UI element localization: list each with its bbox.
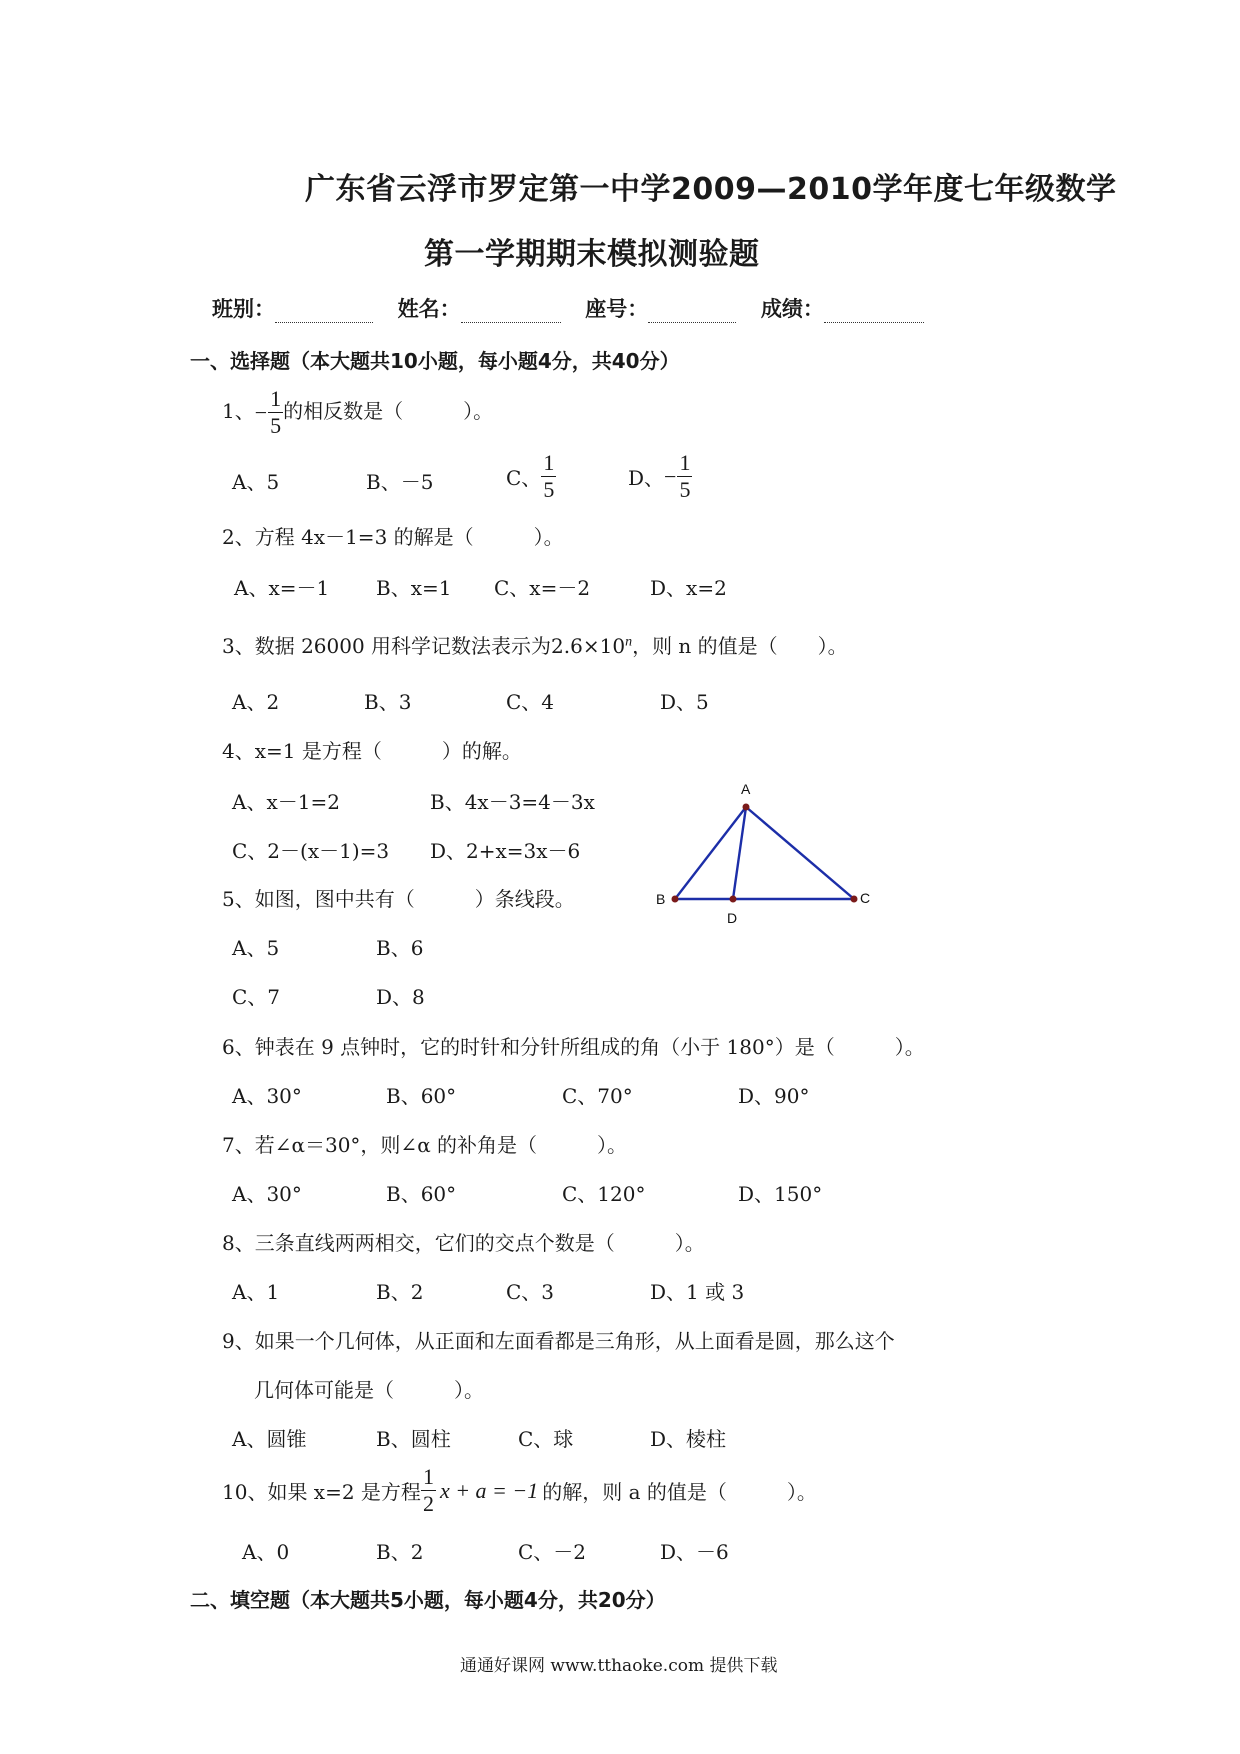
- q5-option-a: A、5: [232, 936, 280, 960]
- q6-option-c: C、70°: [562, 1084, 633, 1108]
- triangle-figure: [640, 775, 880, 945]
- point-a: [743, 804, 750, 811]
- label-d: D: [727, 910, 738, 926]
- q3-option-b: B、3: [364, 690, 412, 714]
- fraction: $\frac{1}{2}$: [422, 1464, 434, 1516]
- footer-credit: 通通好课网 www.tthaoke.com 提供下载: [460, 1656, 778, 1676]
- score-blank[interactable]: [824, 322, 924, 323]
- q4-option-b: B、4x－3=4－3x: [430, 790, 595, 814]
- q1-option-a: A、5: [232, 470, 280, 494]
- fraction: $\frac{1}{5}$: [270, 386, 282, 438]
- question-1: 1、− $\frac{1}{5}$ 的相反数是（ ）。: [222, 386, 494, 438]
- q2-option-a: A、x=－1: [234, 576, 330, 600]
- q1-option-d: D、− $\frac{1}{5}$: [628, 450, 691, 502]
- point-c: [851, 896, 858, 903]
- point-d: [730, 896, 737, 903]
- q4-option-a: A、x－1=2: [232, 790, 340, 814]
- question-9: 9、如果一个几何体，从正面和左面看都是三角形，从上面看是圆，那么这个: [222, 1329, 895, 1353]
- q3-option-c: C、4: [506, 690, 555, 714]
- section-1-heading: 一、选择题（本大题共10小题，每小题4分，共40分）: [190, 349, 680, 373]
- fraction: $\frac{1}{5}$: [543, 450, 555, 502]
- q2-option-b: B、x=1: [376, 576, 452, 600]
- q5-option-b: B、6: [376, 936, 424, 960]
- question-3: 3、数据 26000 用科学记数法表示为$2.6\times 10^n$，则 n 的值是（ ）。: [222, 634, 848, 658]
- q6-option-a: A、30°: [232, 1084, 302, 1108]
- q9-option-c: C、球: [518, 1427, 574, 1451]
- q5-option-c: C、7: [232, 985, 281, 1009]
- q7-option-d: D、150°: [738, 1182, 823, 1206]
- q8-option-c: C、3: [506, 1280, 555, 1304]
- page-title: 广东省云浮市罗定第一中学2009—2010学年度七年级数学: [305, 172, 1117, 207]
- q8-option-a: A、1: [232, 1280, 280, 1304]
- question-7: 7、若∠α＝30°，则∠α 的补角是（ ）。: [222, 1133, 628, 1157]
- class-label: 班别：: [212, 297, 275, 321]
- point-b: [672, 896, 679, 903]
- label-c: C: [860, 890, 871, 906]
- q7-option-c: C、120°: [562, 1182, 646, 1206]
- q7-option-b: B、60°: [386, 1182, 457, 1206]
- q1-option-b: B、－5: [366, 470, 434, 494]
- q10-option-c: C、－2: [518, 1540, 587, 1564]
- label-a: A: [741, 781, 751, 797]
- name-label: 姓名：: [397, 297, 461, 321]
- seat-blank[interactable]: [648, 322, 736, 323]
- triangle-lines: [675, 807, 854, 899]
- question-4: 4、x=1 是方程（ ）的解。: [222, 739, 522, 763]
- equation-expression: x + a = −1: [439, 1477, 539, 1503]
- q2-option-c: C、x=－2: [494, 576, 591, 600]
- question-2: 2、方程 4x－1=3 的解是（ ）。: [222, 525, 564, 549]
- q3-option-d: D、5: [660, 690, 709, 714]
- segment-ac: [746, 807, 854, 899]
- q4-option-c: C、2－(x－1)=3: [232, 839, 390, 863]
- page-subtitle: 第一学期期末模拟测验题: [424, 237, 760, 272]
- q3-option-a: A、2: [232, 690, 280, 714]
- q6-option-b: B、60°: [386, 1084, 457, 1108]
- q5-option-d: D、8: [376, 985, 425, 1009]
- q1-option-c: C、 $\frac{1}{5}$: [506, 450, 555, 502]
- q7-option-a: A、30°: [232, 1182, 302, 1206]
- q4-option-d: D、2+x=3x－6: [430, 839, 581, 863]
- q8-option-d: D、1 或 3: [650, 1280, 745, 1304]
- name-blank[interactable]: [461, 322, 561, 323]
- question-10: 10、如果 x=2 是方程 $\frac{1}{2}$ x + a = −1 的解，则 a 的值是（ ）。: [222, 1464, 817, 1516]
- class-blank[interactable]: [275, 322, 373, 323]
- q10-option-b: B、2: [376, 1540, 424, 1564]
- question-9-continued: 几何体可能是（ ）。: [254, 1378, 484, 1402]
- section-2-heading: 二、填空题（本大题共5小题，每小题4分，共20分）: [190, 1588, 666, 1612]
- q2-option-d: D、x=2: [650, 576, 727, 600]
- question-5: 5、如图，图中共有（ ）条线段。: [222, 887, 575, 911]
- q9-option-a: A、圆锥: [232, 1427, 307, 1451]
- q6-option-d: D、90°: [738, 1084, 810, 1108]
- q9-option-d: D、棱柱: [650, 1427, 727, 1451]
- label-b: B: [656, 891, 666, 907]
- question-8: 8、三条直线两两相交，它们的交点个数是（ ）。: [222, 1231, 705, 1255]
- score-label: 成绩：: [760, 297, 824, 321]
- q9-option-b: B、圆柱: [376, 1427, 451, 1451]
- student-info-line: [212, 293, 924, 323]
- q10-option-a: A、0: [242, 1540, 290, 1564]
- question-6: 6、钟表在 9 点钟时，它的时针和分针所组成的角（小于 180°）是（ ）。: [222, 1035, 925, 1059]
- q8-option-b: B、2: [376, 1280, 424, 1304]
- fraction: $\frac{1}{5}$: [679, 450, 691, 502]
- seat-label: 座号：: [585, 297, 649, 321]
- q10-option-d: D、－6: [660, 1540, 729, 1564]
